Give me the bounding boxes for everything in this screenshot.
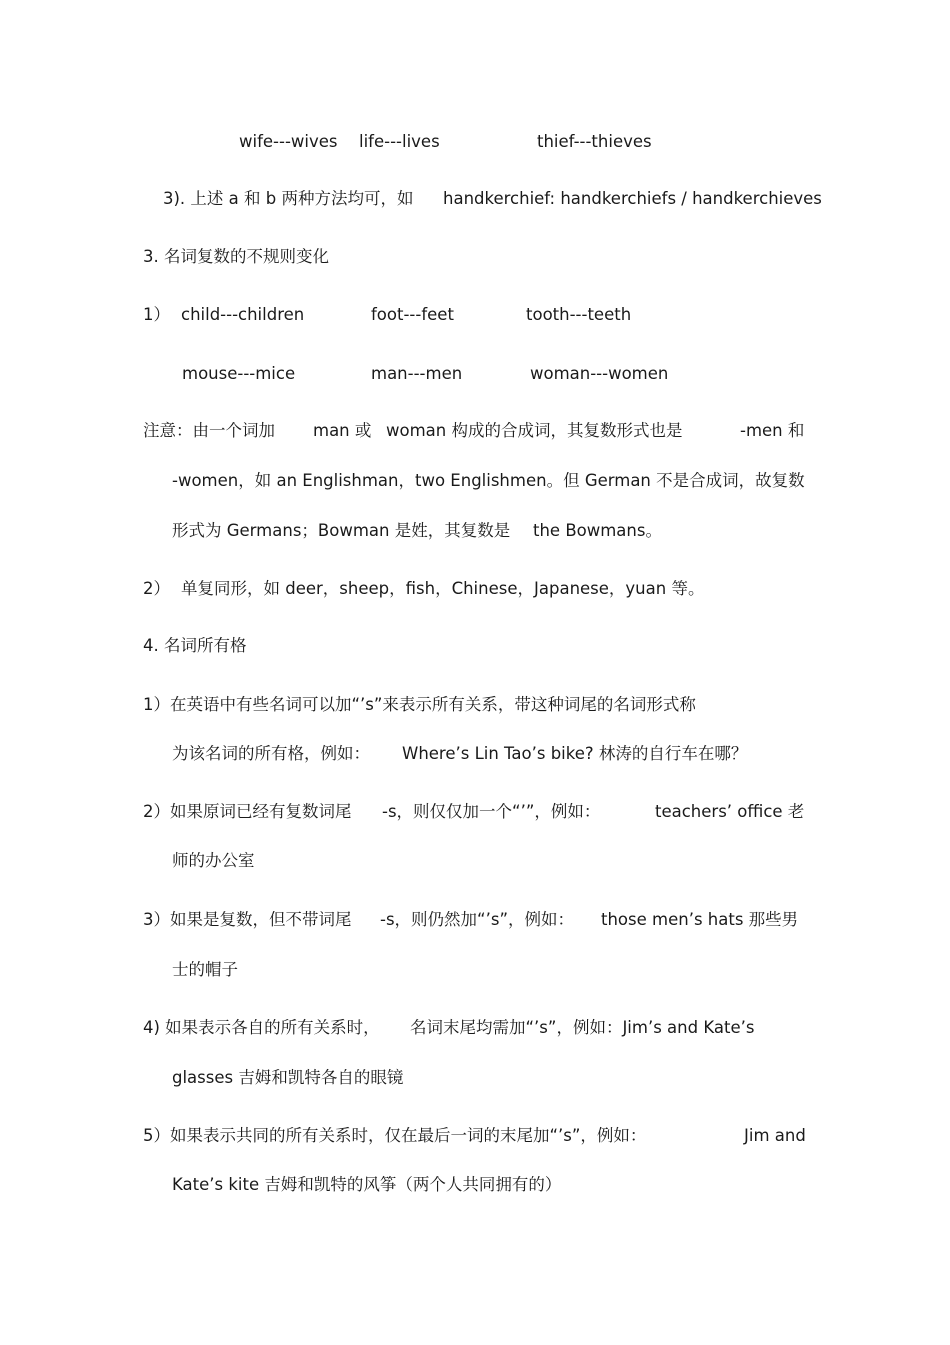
text-line: child---children xyxy=(181,305,305,324)
text-line: 2）如果原词已经有复数词尾 xyxy=(143,802,352,821)
text-line: glasses 吉姆和凯特各自的眼镜 xyxy=(172,1068,404,1087)
text-line: man 或 xyxy=(313,421,372,440)
text-line: teachers’ office 老 xyxy=(655,802,805,821)
text-line: 1） xyxy=(143,305,170,324)
text-line: 注意：由一个词加 xyxy=(143,421,275,440)
text-line: 师的办公室 xyxy=(172,851,255,870)
text-line: the Bowmans。 xyxy=(533,521,662,540)
text-line: 单复同形，如 deer，sheep，fish，Chinese，Japanese，yuan 等。 xyxy=(181,579,705,598)
text-line: life---lives xyxy=(359,132,440,151)
text-line: wife---wives xyxy=(239,132,338,151)
text-line: mouse---mice xyxy=(182,364,296,383)
text-line: handkerchief: handkerchiefs / handkerchieves xyxy=(443,189,822,208)
section-heading: 4. 名词所有格 xyxy=(143,636,247,655)
text-line: foot---feet xyxy=(371,305,454,324)
text-line: 名词末尾均需加“’s”，例如：Jim’s and Kate’s xyxy=(410,1018,755,1037)
text-line: 3）如果是复数，但不带词尾 xyxy=(143,910,352,929)
text-line: 1）在英语中有些名词可以加“’s”来表示所有关系，带这种词尾的名词形式称 xyxy=(143,695,696,714)
text-line: -men 和 xyxy=(740,421,805,440)
section-heading: 3. 名词复数的不规则变化 xyxy=(143,247,329,266)
text-line: 4) 如果表示各自的所有关系时， xyxy=(143,1018,380,1037)
text-line: -s，则仅仅加一个“’”，例如： xyxy=(382,802,601,821)
text-line: woman 构成的合成词，其复数形式也是 xyxy=(386,421,683,440)
text-line: man---men xyxy=(371,364,463,383)
text-line: tooth---teeth xyxy=(526,305,632,324)
text-line: 3). 上述 a 和 b 两种方法均可，如 xyxy=(163,189,414,208)
text-line: 2） xyxy=(143,579,170,598)
text-line: -women，如 an Englishman，two Englishmen。但 German 不是合成词，故复数 xyxy=(172,471,805,490)
text-line: -s，则仍然加“’s”，例如： xyxy=(380,910,574,929)
text-line: Where’s Lin Tao’s bike? 林涛的自行车在哪？ xyxy=(402,744,748,763)
text-line: Jim and xyxy=(744,1126,806,1145)
text-line: 士的帽子 xyxy=(172,960,238,979)
text-line: 为该名词的所有格，例如： xyxy=(172,744,370,763)
text-line: thief---thieves xyxy=(537,132,652,151)
text-line: 形式为 Germans；Bowman 是姓，其复数是 xyxy=(172,521,511,540)
text-line: Kate’s kite 吉姆和凯特的风筝（两个人共同拥有的） xyxy=(172,1175,562,1194)
text-line: woman---women xyxy=(530,364,669,383)
text-line: 5）如果表示共同的所有关系时，仅在最后一词的末尾加“’s”，例如： xyxy=(143,1126,647,1145)
text-line: those men’s hats 那些男 xyxy=(601,910,799,929)
